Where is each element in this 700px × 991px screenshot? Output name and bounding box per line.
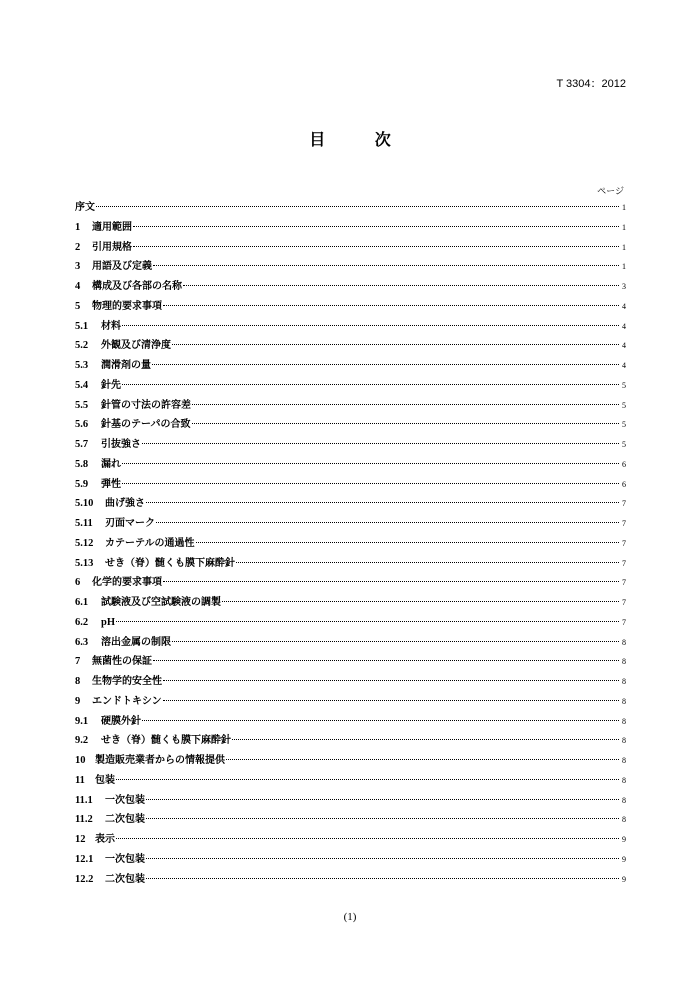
toc-leader	[163, 305, 619, 306]
toc-entry[interactable]	[75, 633, 626, 653]
toc-entry[interactable]	[75, 771, 626, 791]
toc-entry-number: 11.1	[75, 794, 93, 806]
toc-entry[interactable]	[75, 297, 626, 317]
toc-entry[interactable]	[75, 830, 626, 850]
toc-entry-number: 5.4	[75, 379, 89, 391]
toc-leader	[133, 226, 619, 227]
toc-entry-number: 5	[75, 300, 81, 312]
toc-entry[interactable]	[75, 870, 626, 890]
toc-entry-title: 針管の寸法の許容差	[101, 399, 191, 411]
toc-entry-number: 12.1	[75, 853, 94, 865]
toc-entry-page: 7	[622, 617, 626, 627]
toc-entry-page: 4	[622, 361, 626, 370]
toc-entry-number: 5.10	[75, 498, 94, 510]
toc-entry[interactable]	[75, 514, 626, 534]
toc-leader	[122, 463, 619, 464]
toc-leader	[146, 502, 619, 503]
toc-entry-title: 化学的要求事項	[92, 577, 162, 589]
toc-entry-number: 6.3	[75, 636, 89, 648]
toc-leader	[183, 285, 619, 286]
toc-entry-title: 試験液及び空試験液の調製	[101, 597, 221, 608]
toc-leader	[146, 818, 619, 819]
toc-entry-number: 5.2	[75, 340, 89, 352]
toc-entry-title: 溶出金属の制限	[101, 636, 171, 648]
toc-entry-title: 包装	[95, 774, 115, 786]
toc-entry-title: エンドトキシン	[92, 695, 162, 707]
toc-entry[interactable]	[75, 356, 626, 376]
toc-entry-number: 5.5	[75, 399, 89, 411]
toc-entry-page: 9	[622, 835, 626, 844]
toc-entry-page: 7	[622, 519, 626, 528]
toc-entry-title: 一次包装	[105, 794, 145, 806]
toc-entry[interactable]	[75, 712, 626, 732]
toc-entry-title: 潤滑剤の量	[101, 360, 151, 371]
toc-leader	[236, 562, 619, 563]
toc-entry-title: pH	[101, 616, 116, 628]
toc-leader	[226, 759, 619, 760]
toc-leader	[116, 779, 619, 780]
toc-entry-title: せき（脊）髄くも膜下麻酔針	[101, 735, 231, 747]
toc-entry-page: 5	[622, 380, 626, 390]
toc-entry-number: 12.2	[75, 873, 94, 885]
page-number: (1)	[343, 911, 357, 923]
toc-entry-page: 6	[622, 459, 626, 469]
toc-leader	[163, 680, 619, 681]
toc-entry-number: 9	[75, 695, 81, 707]
toc-entry-page: 7	[622, 558, 626, 568]
toc-entry-number: 9.1	[75, 715, 89, 727]
toc-leader	[142, 720, 619, 721]
toc-entry-page: 4	[622, 301, 626, 311]
toc-entry-title: 適用範囲	[92, 221, 132, 233]
toc-entry-page: 8	[622, 815, 626, 825]
toc-leader	[196, 542, 620, 543]
toc-entry-title: 生物学的安全性	[92, 676, 162, 687]
toc-entry[interactable]	[75, 751, 626, 771]
toc-leader	[152, 364, 619, 365]
toc-entry-number: 5.3	[75, 360, 89, 371]
toc-entry[interactable]	[75, 613, 626, 633]
toc-leader	[156, 522, 619, 523]
toc-entry-page: 9	[622, 854, 626, 864]
toc-entry-number: 12	[75, 834, 86, 845]
toc-leader	[153, 265, 619, 266]
toc-entry[interactable]	[75, 731, 626, 751]
toc-entry-title: 一次包装	[105, 853, 145, 865]
toc-entry-title: 序文	[75, 202, 95, 213]
toc-entry-number: 3	[75, 261, 81, 273]
toc-entry-number: 5.13	[75, 557, 94, 569]
toc-entry[interactable]	[75, 435, 626, 455]
toc-leader	[133, 246, 619, 247]
toc-entry-page: 5	[622, 420, 626, 430]
toc-entry-title: 無菌性の保証	[92, 656, 152, 668]
toc-entry[interactable]	[75, 336, 626, 356]
toc-entry-title: 二次包装	[105, 814, 145, 826]
toc-entry-page: 6	[622, 479, 626, 489]
toc-entry[interactable]	[75, 573, 626, 593]
toc-entry-title: 製造販売業者からの情報提供	[95, 755, 225, 766]
toc-entry[interactable]	[75, 455, 626, 475]
toc-entry-title: 弾性	[101, 478, 121, 490]
toc-entry-number: 5.7	[75, 439, 89, 450]
toc-entry-number: 5.1	[75, 320, 89, 332]
toc-leader	[142, 443, 619, 444]
toc-entry-title: 外観及び清浄度	[101, 340, 171, 352]
toc-entry[interactable]	[75, 652, 626, 672]
toc-entry-number: 5.9	[75, 478, 89, 490]
toc-heading: 目 次	[309, 130, 413, 149]
toc-entry-number: 5.6	[75, 419, 89, 431]
toc-leader	[153, 660, 619, 661]
toc-leader	[96, 206, 619, 207]
toc-entry-page: 7	[622, 578, 626, 588]
toc-entry-page: 7	[622, 538, 626, 548]
toc-leader	[172, 344, 619, 345]
toc-entry-page: 4	[622, 341, 626, 351]
toc-entry[interactable]	[75, 198, 626, 218]
toc-entry-page: 8	[622, 756, 626, 765]
toc-entry-page: 5	[622, 440, 626, 449]
toc-entry-title: 硬膜外針	[101, 715, 141, 727]
toc-entry[interactable]	[75, 791, 626, 811]
toc-entry[interactable]	[75, 593, 626, 613]
toc-leader	[163, 581, 619, 582]
toc-entry[interactable]	[75, 475, 626, 495]
toc-leader	[116, 838, 619, 839]
toc-entry-page: 8	[622, 736, 626, 746]
toc-entry-page: 8	[622, 716, 626, 726]
toc-entry-title: せき（脊）髄くも膜下麻酔針	[105, 557, 235, 569]
toc-entry-title: 表示	[95, 834, 115, 845]
toc-entry-title: 引用規格	[92, 241, 132, 253]
toc-leader	[122, 384, 619, 385]
toc-entry-number: 7	[75, 656, 81, 668]
toc-entry-page: 1	[622, 262, 626, 272]
toc-entry-page: 8	[622, 677, 626, 686]
toc-entry-number: 8	[75, 676, 81, 687]
toc-entry[interactable]	[75, 238, 626, 258]
toc-entry-number: 6	[75, 577, 81, 589]
toc-entry-page: 7	[622, 499, 626, 509]
toc-entry-number: 5.8	[75, 458, 89, 470]
toc-leader	[116, 621, 619, 622]
toc-entry-number: 5.12	[75, 537, 94, 549]
toc-entry-title: 材料	[101, 320, 121, 332]
toc-entry-title: 構成及び各部の名称	[92, 281, 182, 292]
toc-entry[interactable]	[75, 317, 626, 337]
toc-entry[interactable]	[75, 692, 626, 712]
toc-entry-page: 4	[622, 321, 626, 331]
toc-entry-title: 用語及び定義	[92, 261, 152, 273]
toc-entry-page: 3	[622, 282, 626, 291]
toc-entry[interactable]	[75, 810, 626, 830]
toc-entry-number: 11.2	[75, 814, 93, 826]
toc-leader	[172, 641, 619, 642]
toc-leader	[122, 325, 619, 326]
toc-entry-page: 8	[622, 775, 626, 785]
standard-number: T 3304：2012	[556, 78, 626, 90]
toc-entry-number: 6.2	[75, 616, 89, 628]
toc-entry-title: 刃面マーク	[105, 518, 155, 529]
toc-entry-number: 9.2	[75, 735, 89, 747]
toc-entry-title: 漏れ	[101, 458, 121, 470]
toc-entry[interactable]	[75, 396, 626, 416]
toc-entry-page: 8	[622, 696, 626, 706]
toc-entry-title: 針先	[101, 379, 121, 391]
toc-entry-page: 1	[622, 242, 626, 252]
toc-entry[interactable]	[75, 218, 626, 238]
toc-entry-number: 4	[75, 281, 81, 292]
toc-entry[interactable]	[75, 257, 626, 277]
toc-entry[interactable]	[75, 534, 626, 554]
toc-entry-number: 11	[75, 774, 85, 786]
toc-entry-page: 1	[622, 222, 626, 232]
toc-entry[interactable]	[75, 850, 626, 870]
toc-entry-page: 5	[622, 400, 626, 410]
toc-entry-number: 2	[75, 241, 81, 253]
toc-entry-page: 8	[622, 637, 626, 647]
toc-leader	[222, 601, 619, 602]
toc-leader	[192, 423, 620, 424]
toc-entry-page: 7	[622, 598, 626, 607]
toc-entry[interactable]	[75, 277, 626, 297]
toc-entry-page: 8	[622, 795, 626, 805]
toc-leader	[146, 878, 619, 879]
toc-leader	[146, 858, 619, 859]
toc-entry-title: 二次包装	[105, 873, 145, 885]
toc-entry-number: 6.1	[75, 597, 89, 608]
toc-entry-number: 5.11	[75, 518, 93, 529]
toc-leader	[163, 700, 619, 701]
toc-entry-number: 1	[75, 221, 81, 233]
toc-entry-title: 引抜強さ	[101, 439, 141, 450]
table-of-contents	[75, 198, 626, 889]
toc-entry-title: カテーテルの通過性	[105, 537, 195, 549]
toc-entry[interactable]	[75, 494, 626, 514]
toc-leader	[122, 483, 619, 484]
toc-entry-number: 10	[75, 755, 86, 766]
toc-entry-page: 9	[622, 874, 626, 884]
toc-leader	[146, 799, 619, 800]
toc-entry[interactable]	[75, 376, 626, 396]
toc-entry-page: 8	[622, 657, 626, 667]
page-column-label: ページ	[597, 187, 624, 197]
toc-entry[interactable]	[75, 415, 626, 435]
toc-entry-title: 曲げ強さ	[105, 498, 145, 510]
toc-entry-title: 針基のテーパの合致	[101, 419, 191, 431]
toc-leader	[232, 739, 619, 740]
toc-entry-page: 1	[622, 203, 626, 212]
toc-entry[interactable]	[75, 554, 626, 574]
toc-leader	[192, 404, 619, 405]
toc-entry-title: 物理的要求事項	[92, 300, 162, 312]
toc-entry[interactable]	[75, 672, 626, 692]
